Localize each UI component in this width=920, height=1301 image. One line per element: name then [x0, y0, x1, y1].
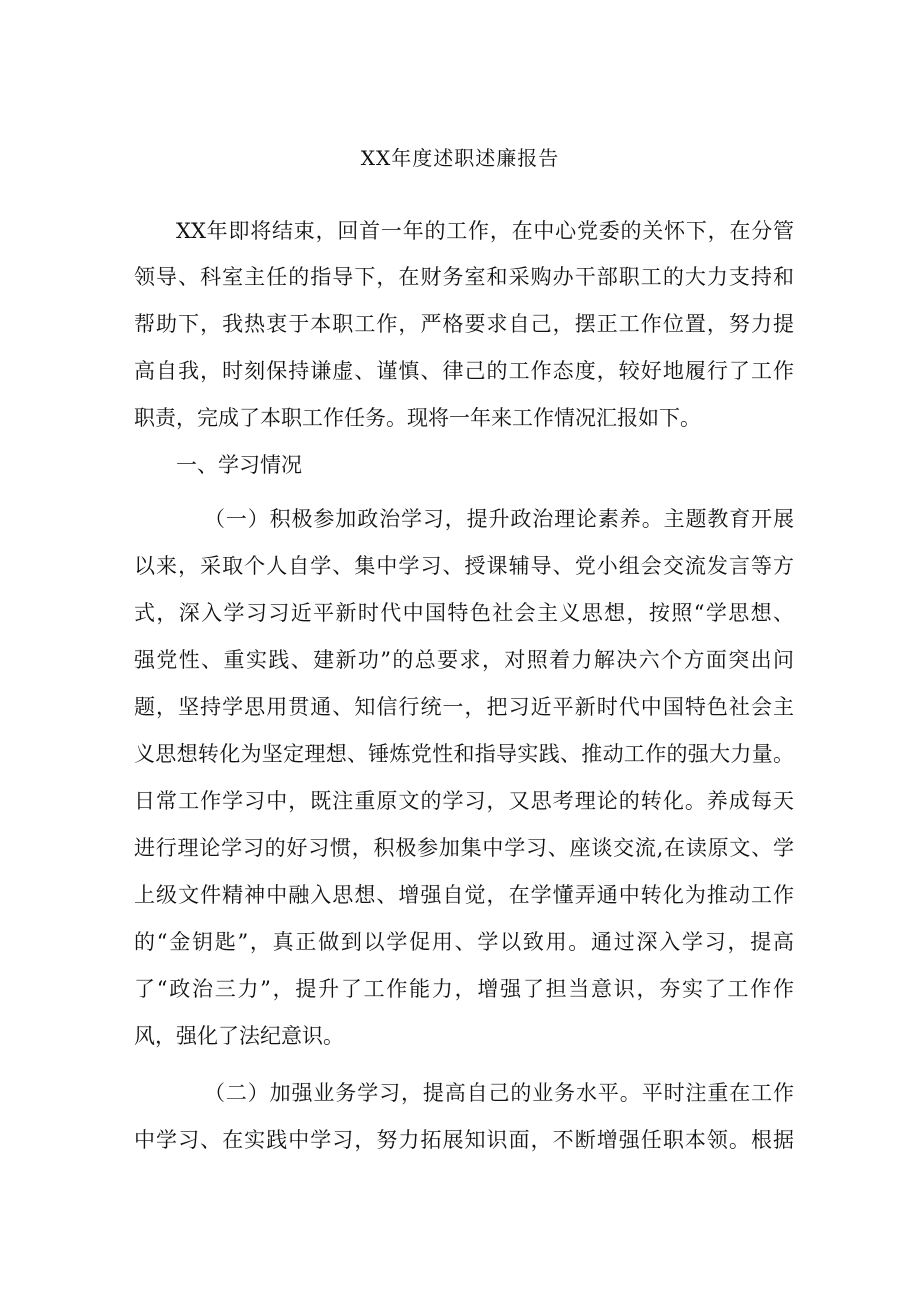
paragraph-line: XX年即将结束，回首一年的工作，在中心党委的关怀下，在分管: [176, 219, 794, 243]
paragraph-line: 帮助下，我热衷于本职工作，严格要求自己，摆正工作位置，努力提: [134, 312, 794, 336]
paragraph-line: 中学习、在实践中学习，努力拓展知识面，不断增强任职本领。根据: [134, 1128, 794, 1152]
paragraph-line: 高自我，时刻保持谦虚、谨慎、律己的工作态度，较好地履行了工作: [134, 359, 794, 383]
section-heading: 一、学习情况: [176, 453, 302, 477]
document-title: XX年度述职述廉报告: [360, 146, 560, 170]
paragraph-line: 题，坚持学思用贯通、知信行统一，把习近平新时代中国特色社会主: [134, 695, 794, 719]
paragraph-line: 以来，采取个人自学、集中学习、授课辅导、党小组会交流发言等方: [134, 554, 794, 578]
paragraph-line: （二）加强业务学习，提高自己的业务水平。平时注重在工作: [204, 1081, 794, 1105]
paragraph-line: 上级文件精神中融入思想、增强自觉，在学懂弄通中转化为推动工作: [134, 883, 794, 907]
paragraph-line: 职责，完成了本职工作任务。现将一年来工作情况汇报如下。: [134, 406, 701, 430]
paragraph-line: 日常工作学习中，既注重原文的学习，又思考理论的转化。养成每天: [134, 789, 794, 813]
paragraph-line: （一）积极参加政治学习，提升政治理论素养。主题教育开展: [204, 507, 794, 531]
paragraph-line: 进行理论学习的好习惯，积极参加集中学习、座谈交流,在读原文、学: [134, 836, 794, 860]
paragraph-line: 强党性、重实践、建新功”的总要求，对照着力解决六个方面突出问: [134, 648, 794, 672]
paragraph-line: 了“政治三力”，提升了工作能力，增强了担当意识，夯实了工作作: [134, 977, 794, 1001]
paragraph-line: 风，强化了法纪意识。: [134, 1024, 344, 1048]
paragraph-line: 的“金钥匙”，真正做到以学促用、学以致用。通过深入学习，提高: [134, 930, 794, 954]
paragraph-line: 义思想转化为坚定理想、锤炼党性和指导实践、推动工作的强大力量。: [134, 742, 794, 766]
paragraph-line: 领导、科室主任的指导下，在财务室和采购办干部职工的大力支持和: [134, 265, 794, 289]
paragraph-line: 式，深入学习习近平新时代中国特色社会主义思想，按照“学思想、: [134, 601, 794, 625]
